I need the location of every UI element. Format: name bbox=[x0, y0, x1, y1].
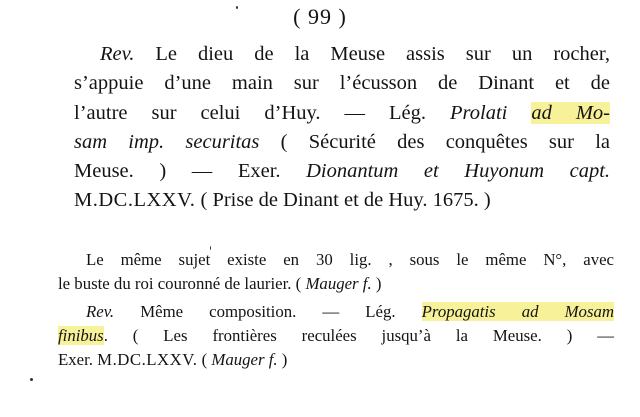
scan-speck bbox=[236, 6, 238, 9]
text-span: . ( Les frontières reculées jusqu’à la Meuse. ) — bbox=[103, 326, 614, 346]
text-line bbox=[74, 40, 610, 69]
text-span: Le même sujet existe en 30 lig. , sous le même N°, avec bbox=[86, 250, 614, 269]
highlighted-text: ad Mo- bbox=[531, 101, 611, 124]
text-line bbox=[74, 99, 610, 128]
text-span: ( bbox=[197, 350, 212, 370]
highlighted-text: finibus bbox=[58, 326, 104, 346]
text-span: ) bbox=[277, 350, 288, 370]
text-line: s’appuie d’une main sur l’écusson de Dinant et de bbox=[74, 72, 610, 95]
text-span: l’autre sur celui d’Huy. — Lég. bbox=[74, 101, 451, 124]
text-line bbox=[74, 157, 610, 186]
text-line bbox=[58, 248, 614, 272]
text-span: ( Prise de Dinant et de Huy. 1675. ) bbox=[195, 189, 491, 212]
legend-text: Prolati bbox=[450, 101, 532, 124]
exergue-text: Dionantum et Huyonum capt. bbox=[306, 160, 611, 183]
text-span: le buste du roi couronné de laurier. ( bbox=[58, 274, 306, 294]
scan-speck bbox=[210, 246, 211, 250]
engraver-name: Mauger f. bbox=[305, 274, 372, 294]
text-line bbox=[58, 324, 614, 348]
legend-text: sam imp. securitas bbox=[74, 130, 260, 153]
text-span: Exer. bbox=[58, 350, 98, 370]
text-line bbox=[58, 300, 614, 324]
paragraph-reverse-description bbox=[74, 40, 610, 216]
roman-date: M.DC.LXXV. bbox=[97, 350, 198, 370]
page-number: ( 99 ) bbox=[293, 4, 347, 29]
roman-date: M.DC.LXXV. bbox=[74, 189, 196, 212]
text-span: Même composition. — Lég. bbox=[114, 302, 422, 321]
rev-label: Rev. bbox=[86, 302, 115, 321]
text-line bbox=[74, 128, 610, 157]
highlighted-text: Propagatis ad Mosam bbox=[421, 302, 614, 321]
text-span: Le dieu de la Meuse assis sur un rocher, bbox=[134, 43, 610, 65]
text-span: ) bbox=[371, 274, 382, 294]
paragraph-variant bbox=[58, 248, 614, 296]
text-line bbox=[74, 186, 610, 215]
text-line bbox=[58, 348, 614, 372]
rev-label: Rev. bbox=[100, 43, 135, 65]
text-span: Meuse. ) — Exer. bbox=[74, 160, 307, 183]
scan-speck bbox=[30, 378, 33, 381]
engraver-name: Mauger f. bbox=[211, 350, 278, 370]
text-span: ( Sécurité des conquêtes sur la bbox=[259, 130, 611, 153]
text-line bbox=[58, 272, 614, 296]
paragraph-reverse-composition bbox=[58, 300, 614, 373]
